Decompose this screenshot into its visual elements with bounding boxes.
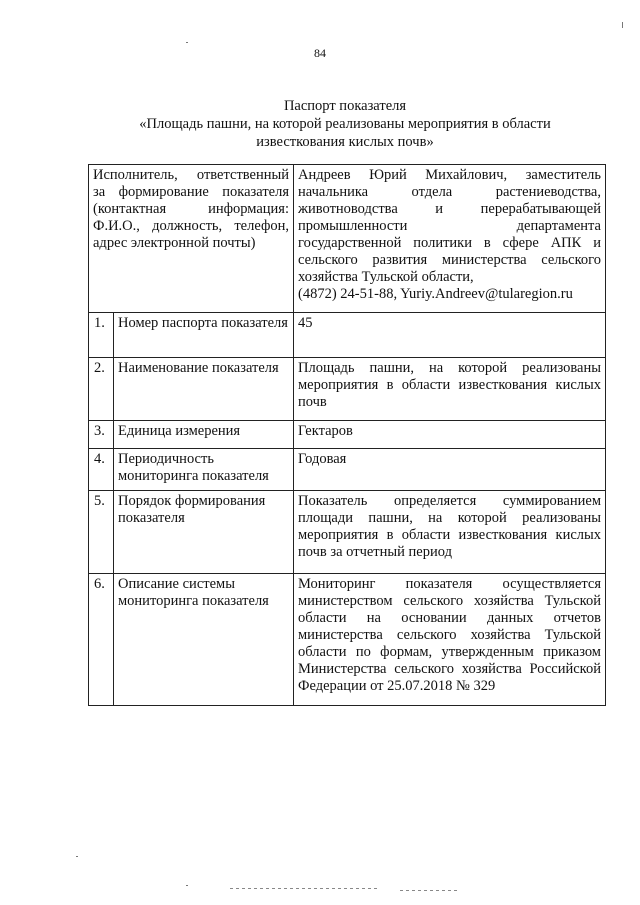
row-label: Номер паспорта показателя [114,313,294,358]
row-value: Площадь пашни, на которой реализованы мероприятия в области известкования кислых почв [294,358,606,421]
row-number: 2. [89,358,114,421]
row-label: Единица измерения [114,421,294,449]
row-number: 3. [89,421,114,449]
scan-speck [76,856,78,857]
row-value: Показатель определяется суммированием площади пашни, на которой реализованы мероприятия в области известкования кислых почв за отчетный период [294,491,606,574]
executor-value [294,165,606,313]
scan-speck [186,42,188,43]
row-value: Мониторинг показателя осуществляется министерством сельского хозяйства Тульской области на основании данных отчетов министерства сельского хозяйства Тульской области по формам, утвержденным приказом Министерства сельского хозяйства Российской Федерации от 25.07.2018 № 329 [294,574,606,706]
title-line-2: «Площадь пашни, на которой реализованы мероприятия в области [139,116,551,132]
row-label: Периодичность мониторинга показателя [114,449,294,491]
scan-speck [186,885,188,886]
row-value: 45 [294,313,606,358]
scan-speck [622,22,623,28]
title-line-1: Паспорт показателя [283,98,407,114]
row-number: 4. [89,449,114,491]
page-number: 84 [314,46,326,60]
executor-contacts: (4872) 24-51-88, Yuriy.Andreev@tularegion.ru [298,286,573,302]
row-label: Наименование показателя [114,358,294,421]
row-label: Описание системы мониторинга показателя [114,574,294,706]
table-row [89,358,606,421]
executor-details: Андреев Юрий Михайлович, заместитель начальника отдела растениеводства, животноводства и перерабатывающей промышленности департамента государственной политики в сфере АПК и сельского развития министерства сельского хозяйства Тульской области, [298,167,601,285]
document-title [85,97,605,151]
table-row [89,491,606,574]
scan-dashed-line [400,890,460,891]
row-number: 1. [89,313,114,358]
indicator-passport-table [88,164,606,706]
title-line-3: известкования кислых почв» [256,134,434,150]
scan-dashed-line [230,888,380,889]
row-value: Годовая [294,449,606,491]
row-value: Гектаров [294,421,606,449]
executor-label: Исполнитель, ответственный за формирование показателя (контактная информация: Ф.И.О., должность, телефон, адрес электронной почты) [89,165,294,313]
table-row [89,574,606,706]
table-row [89,449,606,491]
row-number: 6. [89,574,114,706]
row-number: 5. [89,491,114,574]
table-row [89,313,606,358]
row-label: Порядок формирования показателя [114,491,294,574]
table-row [89,421,606,449]
table-row-executor [89,165,606,313]
